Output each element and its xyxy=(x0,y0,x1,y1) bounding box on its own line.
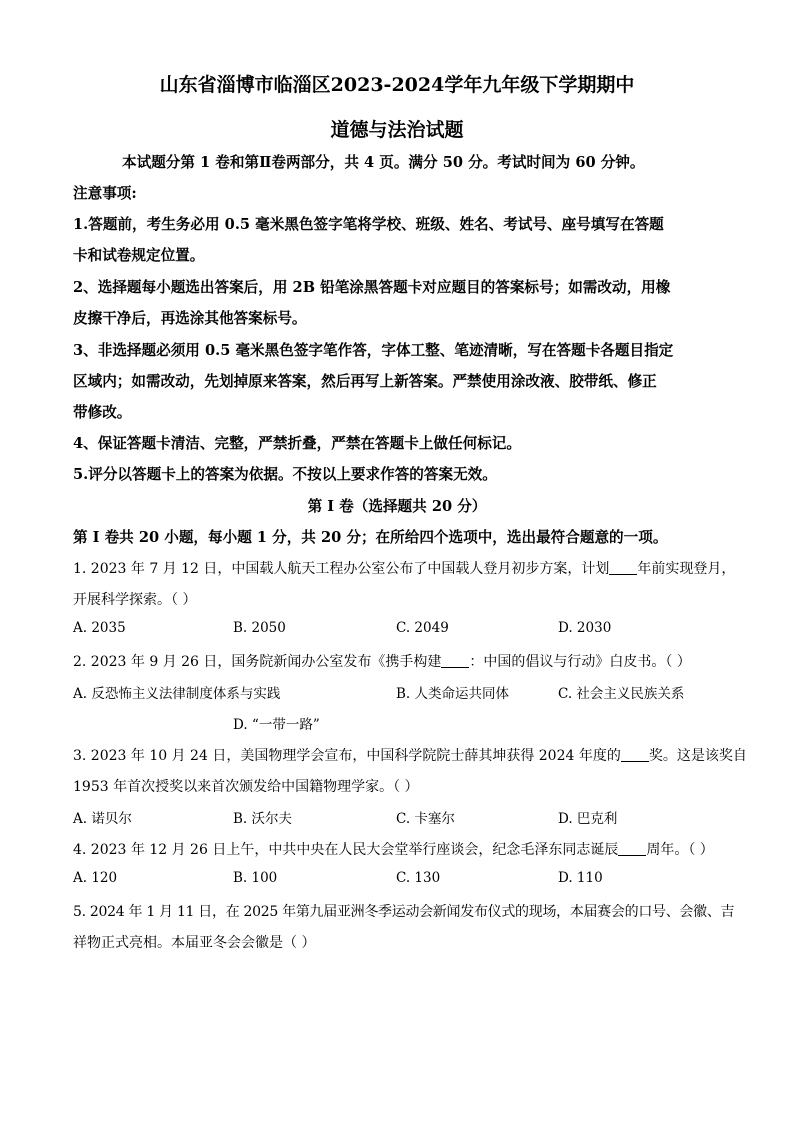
question-1-stem-cont: 开展科学探索。（ ） xyxy=(73,592,197,608)
note-line: 皮擦干净后，再选涂其他答案标号。 xyxy=(73,310,307,327)
question-5-stem-cont: 祥物正式亮相。本届亚冬会会徽是（ ） xyxy=(73,935,316,951)
note-line: 带修改。 xyxy=(73,404,132,421)
question-3-option-c: C. 卡塞尔 xyxy=(396,811,455,827)
note-line: 4、保证答题卡清洁、完整，严禁折叠，严禁在答题卡上做任何标记。 xyxy=(73,435,521,452)
notes-heading: 注意事项: xyxy=(73,185,137,202)
question-1-option-a: A. 2035 xyxy=(73,620,126,636)
answer-blank xyxy=(618,841,646,856)
question-2-option-c: C. 社会主义民族关系 xyxy=(558,686,685,702)
question-1-option-d: D. 2030 xyxy=(558,620,612,636)
section-instruction: 第 I 卷共 20 小题，每小题 1 分，共 20 分；在所给四个选项中，选出最符合题意的一项。 xyxy=(73,529,668,546)
answer-blank xyxy=(609,560,637,575)
exam-subject: 道德与法治试题 xyxy=(330,119,464,141)
question-5-stem: 5. 2024 年 1 月 11 日，在 2025 年第九届亚洲冬季运动会新闻发布仪式的现场，本届赛会的口号、会徽、吉 xyxy=(73,904,735,920)
question-4-option-b: B. 100 xyxy=(233,870,278,886)
answer-blank xyxy=(441,653,469,668)
exam-intro: 本试题分第 1 卷和第Ⅱ卷两部分，共 4 页。满分 50 分。考试时间为 60 分钟。 xyxy=(122,154,645,171)
note-line: 5.评分以答题卡上的答案为依据。不按以上要求作答的答案无效。 xyxy=(73,466,497,483)
question-2-option-a: A. 反恐怖主义法律制度体系与实践 xyxy=(73,686,281,702)
note-line: 2、选择题每小题选出答案后，用 2B 铅笔涂黑答题卡对应题目的答案标号；如需改动，用橡 xyxy=(73,279,671,296)
question-1-stem: 1. 2023 年 7 月 12 日，中国载人航天工程办公室公布了中国载人登月初步方案，计划 年前实现登月， xyxy=(73,561,736,577)
question-1-option-b: B. 2050 xyxy=(233,620,286,636)
note-line: 卡和试卷规定位置。 xyxy=(73,247,205,264)
note-line: 区域内；如需改动，先划掉原来答案，然后再写上新答案。严禁使用涂改液、胶带纸、修正 xyxy=(73,373,657,390)
note-line: 3、非选择题必须用 0.5 毫米黑色签字笔作答，字体工整、笔迹清晰，写在答题卡各题目指定 xyxy=(73,342,674,359)
question-4-stem: 4. 2023 年 12 月 26 日上午，中共中央在人民大会堂举行座谈会，纪念毛泽东同志诞辰 周年。（ ） xyxy=(73,842,714,858)
question-2-stem: 2. 2023 年 9 月 26 日，国务院新闻办公室发布《携手构建 ：中国的倡议与行动》白皮书。（ ） xyxy=(73,654,691,670)
question-3-stem-cont: 1953 年首次授奖以来首次颁发给中国籍物理学家。（ ） xyxy=(73,779,419,795)
exam-title: 山东省淄博市临淄区2023-2024学年九年级下学期期中 xyxy=(159,74,635,96)
question-3-option-d: D. 巴克利 xyxy=(558,811,618,827)
section-title: 第 I 卷（选择题共 20 分） xyxy=(307,498,487,515)
question-1-option-c: C. 2049 xyxy=(396,620,449,636)
question-4-option-d: D. 110 xyxy=(558,870,603,886)
answer-blank xyxy=(621,747,649,762)
question-3-option-b: B. 沃尔夫 xyxy=(233,811,293,827)
question-2-option-b: B. 人类命运共同体 xyxy=(396,686,510,702)
question-4-option-a: A. 120 xyxy=(73,870,118,886)
question-3-option-a: A. 诺贝尔 xyxy=(73,811,132,827)
note-line: 1.答题前，考生务必用 0.5 毫米黑色签字笔将学校、班级、姓名、考试号、座号填写在答题 xyxy=(73,216,664,233)
question-4-option-c: C. 130 xyxy=(396,870,441,886)
question-3-stem: 3. 2023 年 10 月 24 日，美国物理学会宣布，中国科学院院士薛其坤获得 2024 年度的 奖。这是该奖自 xyxy=(73,748,747,764)
question-2-option-d: D. “一带一路” xyxy=(233,717,320,733)
